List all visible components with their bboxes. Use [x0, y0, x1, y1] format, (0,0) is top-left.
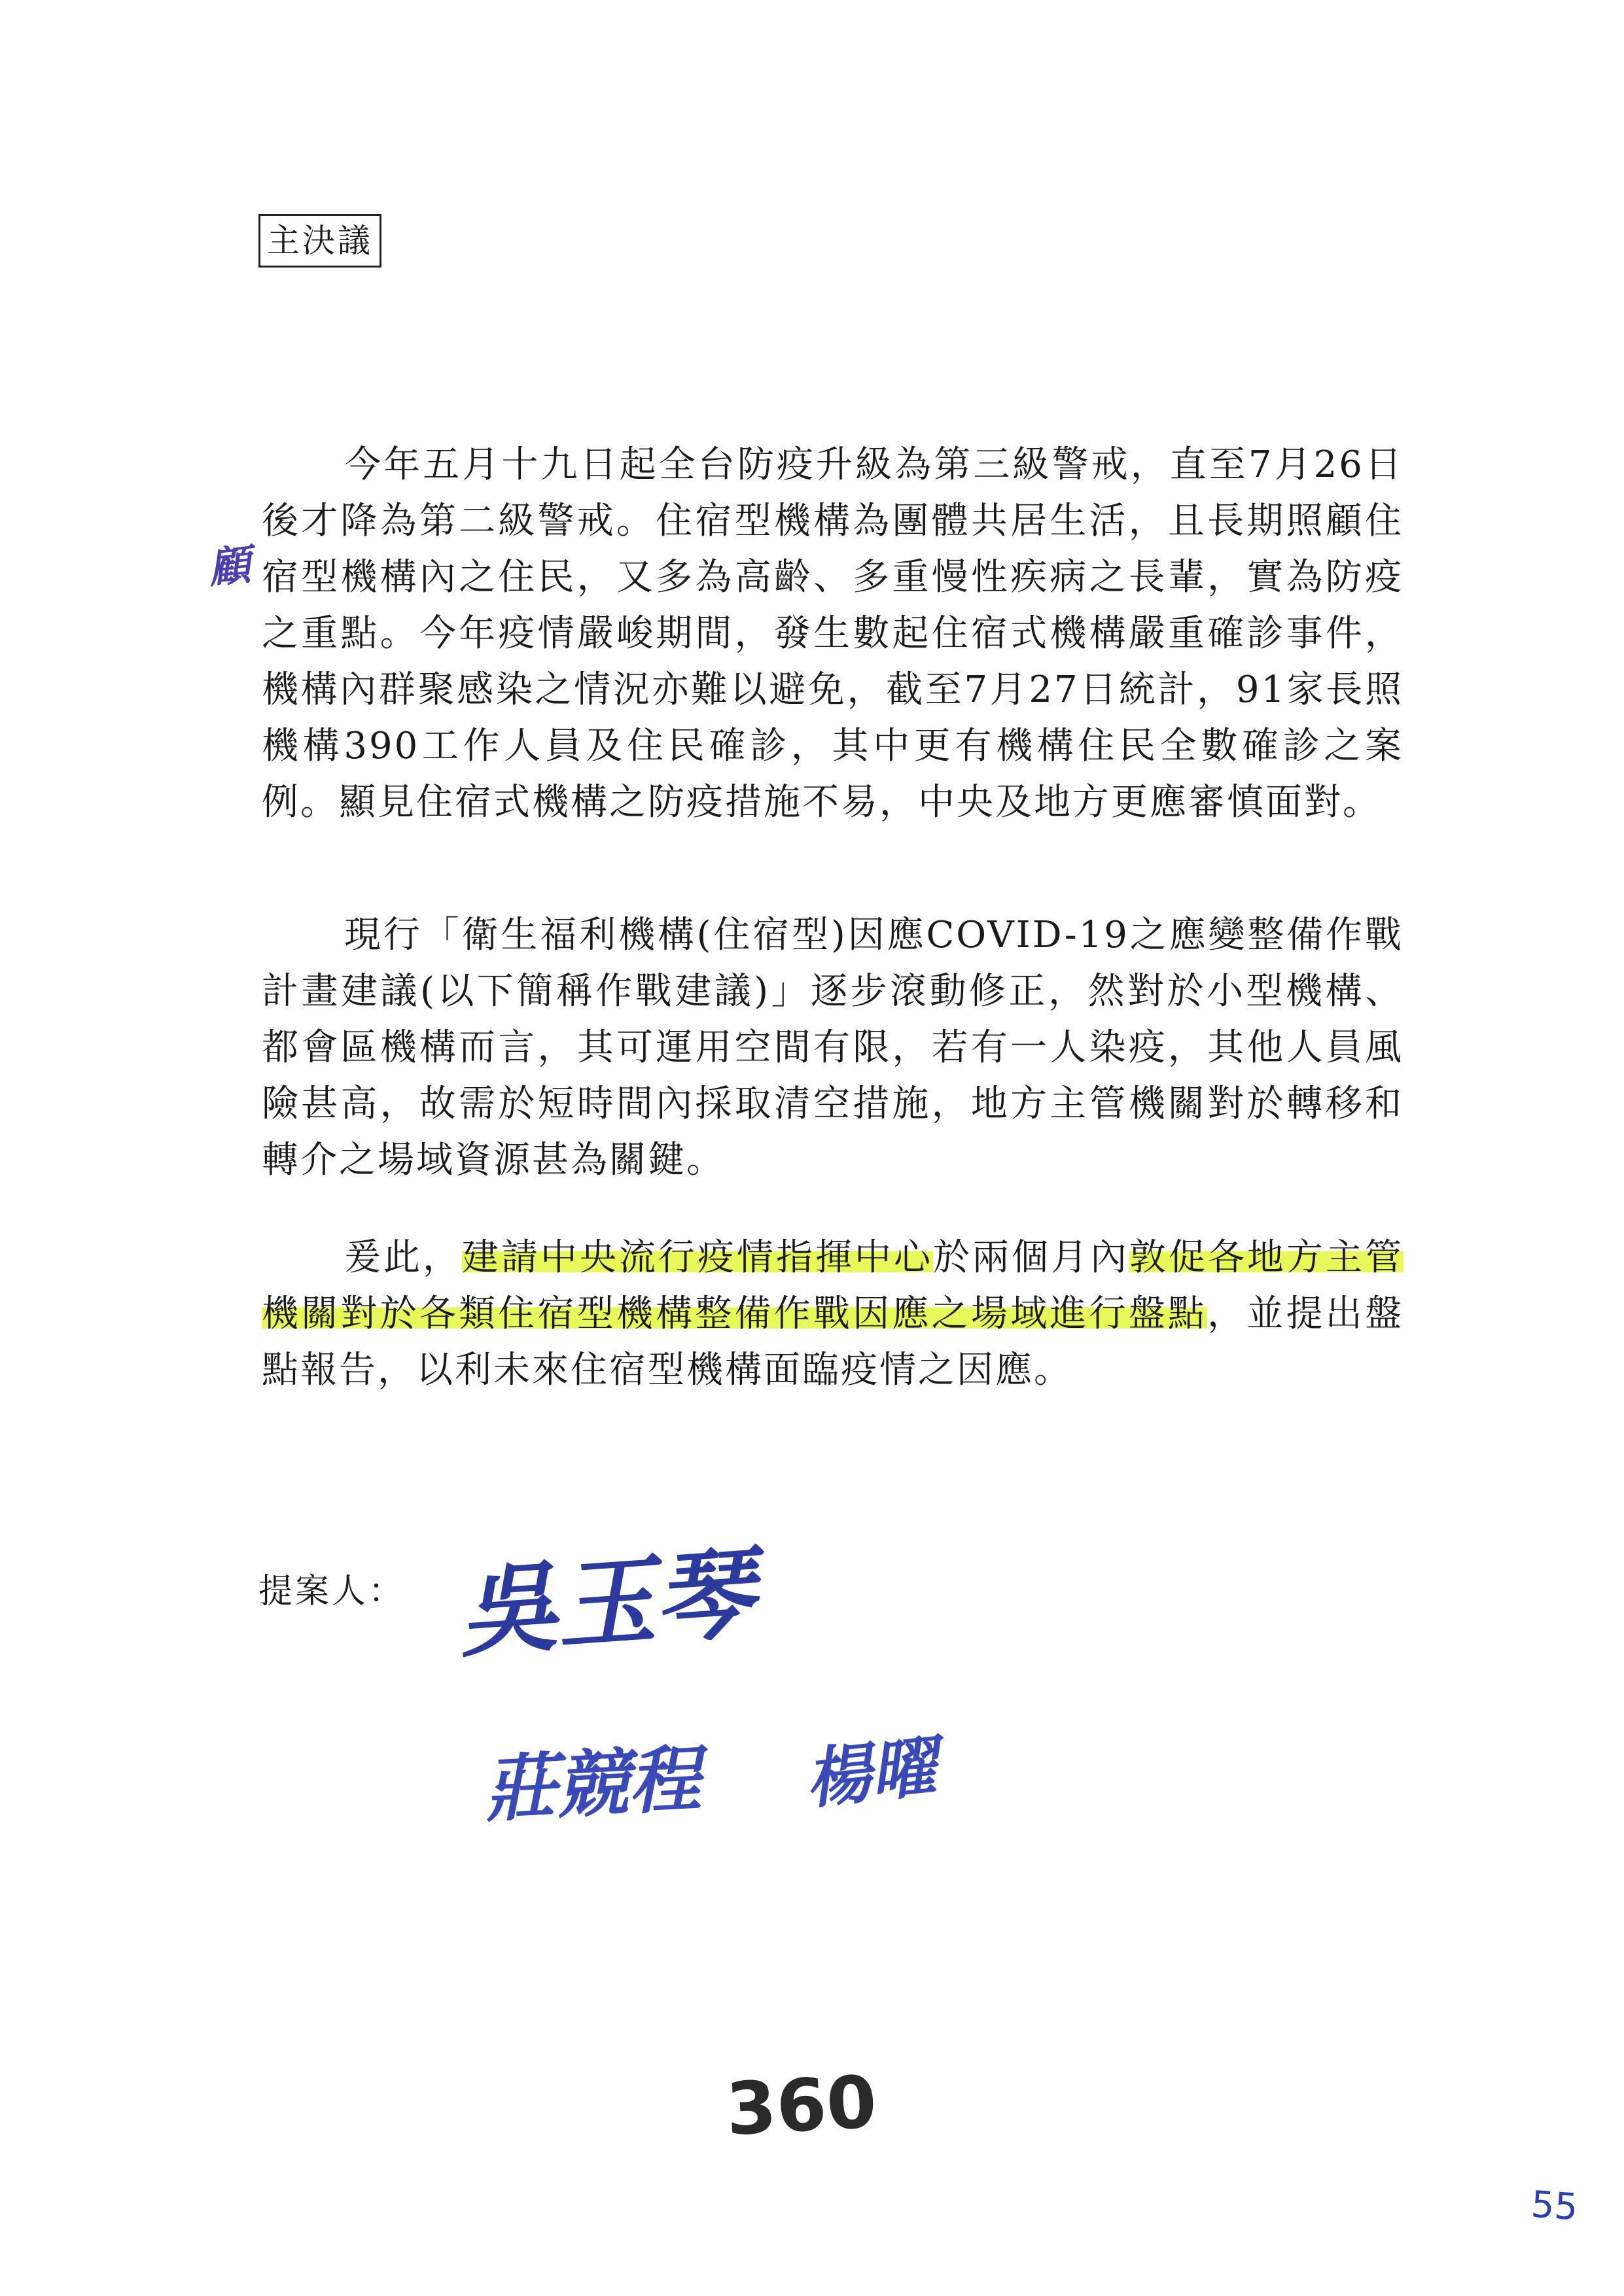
- signature-co-1: 莊競程: [482, 1737, 703, 1832]
- paragraph-1-text: 今年五月十九日起全台防疫升級為第三級警戒，直至7月26日後才降為第二級警戒。住宿型機構為團體共居生活，且長期照顧住宿型機構內之住民，又多為高齡、多重慢性疾病之長輩，實為防疫之重點。今年疫情嚴峻期間，發生數起住宿式機構嚴重確診事件，機構內群聚感染之情況亦難以避免，截至7月27日統計，91家長照機構390工作人員及住民確診，其中更有機構住民全數確診之案例。顯見住宿式機構之防疫措施不易，中央及地方更應審慎面對。: [262, 444, 1403, 824]
- page-number: 360: [724, 2060, 879, 2151]
- resolution-label: 主決議: [258, 214, 381, 268]
- paragraph-1: [262, 437, 1403, 831]
- corner-number: 55: [1529, 2183, 1580, 2229]
- signature-main: 吳玉琴: [455, 1537, 757, 1671]
- highlighted-text-1: 建請中央流行疫情指揮中心: [462, 1236, 933, 1279]
- proposer-label: 提案人：: [258, 1572, 406, 1611]
- paragraph-3-lead: 爰此，: [344, 1236, 462, 1279]
- highlighted-text-2: 敦促各地方主管機關對於各類住宿型機構整備作戰因應之場域進行盤點: [262, 1236, 1403, 1335]
- paragraph-3-tail: ，並提出盤點報告，以利未來住宿型機構面臨疫情之因應。: [262, 1293, 1404, 1391]
- signature-co-2: 楊曜: [802, 1728, 940, 1818]
- paragraph-2-text: 現行「衛生福利機構(住宿型)因應COVID-19之應變整備作戰計畫建議(以下簡稱作戰建議)」逐步滾動修正，然對於小型機構、都會區機構而言，其可運用空間有限，若有一人染疫，其他人員風險甚高，故需於短時間內採取清空措施，地方主管機關對於轉移和轉介之場域資源甚為關鍵。: [262, 914, 1403, 1181]
- handwritten-margin-note: 顧: [205, 540, 253, 594]
- paragraph-2: [262, 907, 1403, 1189]
- paragraph-3: [262, 1230, 1403, 1399]
- paragraph-3-mid: 於兩個月內: [933, 1236, 1129, 1279]
